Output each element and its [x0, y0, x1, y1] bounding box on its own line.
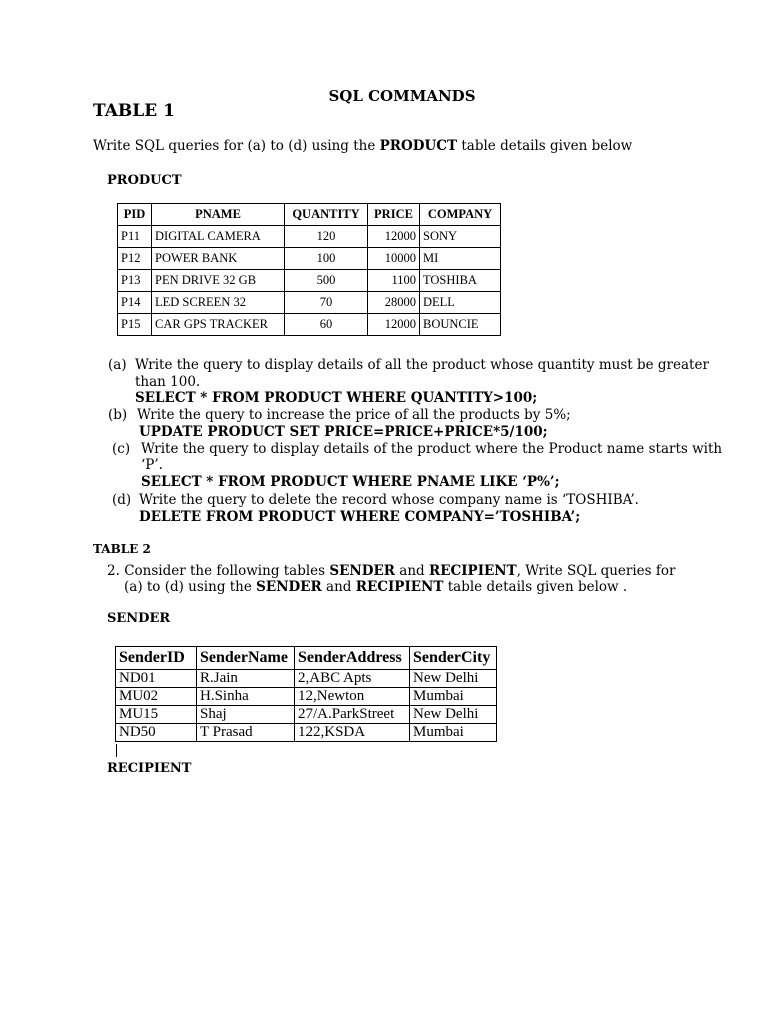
- sender-table: [115, 646, 497, 742]
- cell-company: TOSHIBA: [420, 270, 501, 292]
- question-c-label: (c): [112, 441, 131, 457]
- cell-sendername: Shaj: [197, 706, 295, 724]
- cell-quantity: 100: [285, 248, 368, 270]
- intro-text: Consider the following tables: [124, 563, 330, 579]
- answer-b: UPDATE PRODUCT SET PRICE=PRICE+PRICE*5/100;: [139, 424, 548, 440]
- table-row: [118, 248, 501, 270]
- table-row: [118, 292, 501, 314]
- cell-quantity: 500: [285, 270, 368, 292]
- column-header-company: COMPANY: [420, 204, 501, 226]
- column-header-price: PRICE: [368, 204, 420, 226]
- cell-sendercity: New Delhi: [410, 670, 497, 688]
- question-a-line2: than 100.: [135, 374, 201, 390]
- table2-intro: [107, 563, 675, 595]
- intro-text: table details given below .: [443, 579, 628, 595]
- cell-pname: POWER BANK: [152, 248, 285, 270]
- document-title: SQL COMMANDS: [328, 87, 476, 105]
- table2-intro-line2: [107, 579, 675, 595]
- intro-text-end: table details given below: [457, 138, 633, 154]
- table-row: [116, 706, 497, 724]
- intro-text: Write SQL queries for (a) to (d) using the: [93, 138, 380, 154]
- cell-senderaddress: 122,KSDA: [295, 724, 410, 742]
- intro-text: (a) to (d) using the: [124, 579, 257, 595]
- intro-bold-sender: SENDER: [329, 563, 395, 579]
- intro-bold: PRODUCT: [379, 138, 458, 154]
- text-cursor: [116, 744, 117, 757]
- cell-sendername: H.Sinha: [197, 688, 295, 706]
- intro-text: , Write SQL queries for: [516, 563, 676, 579]
- table1-heading: TABLE 1: [93, 101, 175, 121]
- cell-quantity: 70: [285, 292, 368, 314]
- cell-pid: P14: [118, 292, 152, 314]
- cell-pname: CAR GPS TRACKER: [152, 314, 285, 336]
- question-c-line2: ‘P’.: [141, 457, 163, 473]
- cell-price: 1100: [368, 270, 420, 292]
- table2-intro-line1: [107, 563, 675, 579]
- question-d-line1: Write the query to delete the record whose company name is ‘TOSHIBA’.: [139, 492, 639, 508]
- answer-c: SELECT * FROM PRODUCT WHERE PNAME LIKE ‘P%’;: [141, 474, 560, 490]
- intro-bold-recipient: RECIPIENT: [355, 579, 444, 595]
- cell-price: 12000: [368, 226, 420, 248]
- question-b-label: (b): [108, 407, 128, 423]
- cell-sendercity: New Delhi: [410, 706, 497, 724]
- intro-bold-sender: SENDER: [256, 579, 322, 595]
- question-b-line1: Write the query to increase the price of all the products by 5%;: [137, 407, 571, 423]
- intro-text: and: [321, 579, 356, 595]
- table1-intro: [93, 138, 632, 154]
- column-header-senderid: SenderID: [116, 647, 197, 670]
- table-header-row: [116, 647, 497, 670]
- cell-sendercity: Mumbai: [410, 688, 497, 706]
- question-a-label: (a): [108, 357, 127, 373]
- recipient-table-label: RECIPIENT: [107, 761, 192, 776]
- column-header-pname: PNAME: [152, 204, 285, 226]
- table-row: [116, 670, 497, 688]
- question-d-label: (d): [112, 492, 132, 508]
- table-row: [116, 688, 497, 706]
- table-header-row: [118, 204, 501, 226]
- product-table-label: PRODUCT: [107, 173, 182, 188]
- cell-senderid: MU15: [116, 706, 197, 724]
- cell-quantity: 120: [285, 226, 368, 248]
- cell-price: 28000: [368, 292, 420, 314]
- table2-heading: TABLE 2: [93, 542, 151, 556]
- cell-sendername: R.Jain: [197, 670, 295, 688]
- cell-senderid: ND01: [116, 670, 197, 688]
- cell-price: 12000: [368, 314, 420, 336]
- cell-pname: DIGITAL CAMERA: [152, 226, 285, 248]
- question-number: 2.: [107, 563, 120, 579]
- table-row: [116, 724, 497, 742]
- cell-senderid: MU02: [116, 688, 197, 706]
- answer-d: DELETE FROM PRODUCT WHERE COMPANY=’TOSHIBA’;: [139, 509, 581, 525]
- question-c-line1: Write the query to display details of the product where the Product name starts with: [141, 441, 723, 457]
- cell-company: BOUNCIE: [420, 314, 501, 336]
- cell-sendercity: Mumbai: [410, 724, 497, 742]
- cell-pname: PEN DRIVE 32 GB: [152, 270, 285, 292]
- column-header-pid: PID: [118, 204, 152, 226]
- table-row: [118, 226, 501, 248]
- question-a-line1: Write the query to display details of all the product whose quantity must be greater: [135, 357, 709, 373]
- cell-pid: P12: [118, 248, 152, 270]
- cell-price: 10000: [368, 248, 420, 270]
- table-row: [118, 270, 501, 292]
- product-table: [117, 203, 501, 336]
- cell-pid: P15: [118, 314, 152, 336]
- cell-sendername: T Prasad: [197, 724, 295, 742]
- cell-company: SONY: [420, 226, 501, 248]
- sender-table-label: SENDER: [107, 611, 171, 626]
- cell-pname: LED SCREEN 32: [152, 292, 285, 314]
- cell-pid: P11: [118, 226, 152, 248]
- cell-senderid: ND50: [116, 724, 197, 742]
- cell-senderaddress: 27/A.ParkStreet: [295, 706, 410, 724]
- cell-senderaddress: 12,Newton: [295, 688, 410, 706]
- cell-senderaddress: 2,ABC Apts: [295, 670, 410, 688]
- column-header-quantity: QUANTITY: [285, 204, 368, 226]
- cell-company: MI: [420, 248, 501, 270]
- cell-quantity: 60: [285, 314, 368, 336]
- intro-text: and: [395, 563, 429, 579]
- column-header-senderaddress: SenderAddress: [295, 647, 410, 670]
- answer-a: SELECT * FROM PRODUCT WHERE QUANTITY>100;: [135, 390, 538, 406]
- intro-bold-recipient: RECIPIENT: [428, 563, 517, 579]
- column-header-sendername: SenderName: [197, 647, 295, 670]
- table-row: [118, 314, 501, 336]
- cell-company: DELL: [420, 292, 501, 314]
- cell-pid: P13: [118, 270, 152, 292]
- column-header-sendercity: SenderCity: [410, 647, 497, 670]
